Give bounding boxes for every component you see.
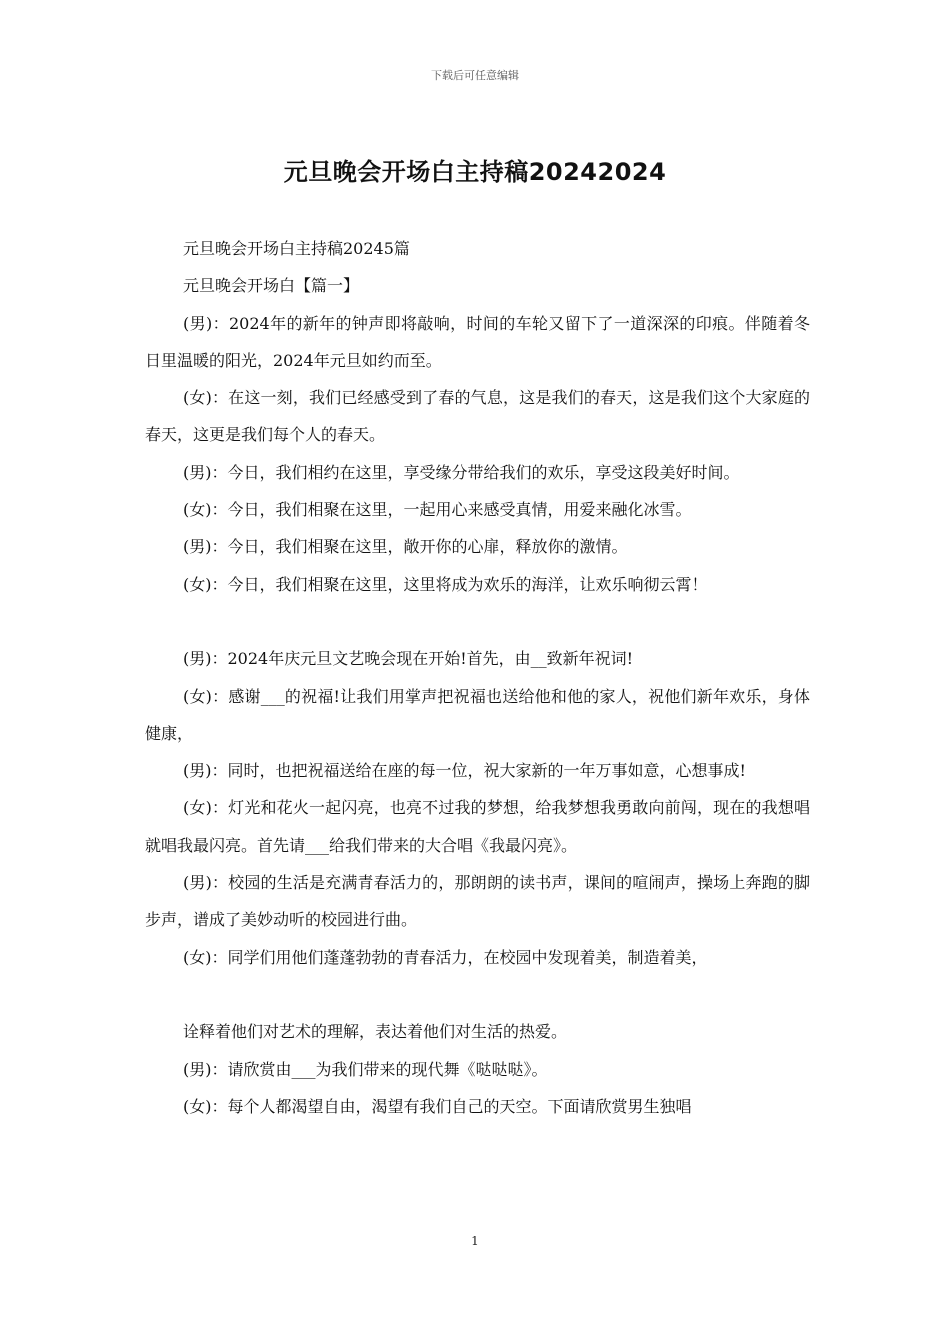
paragraph: 诠释着他们对艺术的理解，表达着他们对生活的热爱。 bbox=[183, 1022, 568, 1042]
paragraph-gap bbox=[145, 603, 810, 640]
paragraph: (女)：在这一刻，我们已经感受到了春的气息，这是我们的春天，这是我们这个大家庭的春天，这更是我们每个人的春天。 bbox=[145, 388, 810, 445]
document-title: 元旦晚会开场白主持稿20242024 bbox=[283, 158, 667, 186]
paragraph: (男)：请欣赏由___为我们带来的现代舞《哒哒哒》。 bbox=[183, 1059, 548, 1079]
paragraph: (男)：2024年庆元旦文艺晚会现在开始!首先，由__致新年祝词! bbox=[183, 649, 634, 669]
paragraph-gap bbox=[145, 976, 810, 1013]
paragraph: (女)：同学们用他们蓬蓬勃勃的青春活力，在校园中发现着美，制造着美， bbox=[183, 947, 708, 967]
paragraph: (男)：校园的生活是充满青春活力的，那朗朗的读书声，课间的喧闹声，操场上奔跑的脚步声，谱成了美妙动听的校园进行曲。 bbox=[145, 873, 810, 930]
document-body bbox=[145, 230, 810, 1125]
paragraph: (男)：同时，也把祝福送给在座的每一位，祝大家新的一年万事如意，心想事成! bbox=[183, 761, 746, 781]
header-note: 下载后可任意编辑 bbox=[431, 69, 519, 82]
paragraph: (女)：今日，我们相聚在这里，这里将成为欢乐的海洋，让欢乐响彻云霄！ bbox=[183, 574, 708, 594]
paragraph: (女)：每个人都渴望自由，渴望有我们自己的天空。下面请欣赏男生独唱 bbox=[183, 1096, 692, 1116]
paragraph: (女)：感谢___的祝福!让我们用掌声把祝福也送给他和他的家人，祝他们新年欢乐，身体健康， bbox=[145, 686, 810, 743]
paragraph: (女)：灯光和花火一起闪亮，也亮不过我的梦想，给我梦想我勇敢向前闯，现在的我想唱就唱我最闪亮。首先请___给我们带来的大合唱《我最闪亮》。 bbox=[145, 798, 810, 855]
paragraph: 元旦晚会开场白主持稿20245篇 bbox=[183, 239, 410, 258]
paragraph: (男)：2024年的新年的钟声即将敲响，时间的车轮又留下了一道深深的印痕。伴随着冬日里温暖的阳光，2024年元旦如约而至。 bbox=[145, 313, 810, 370]
paragraph: (女)：今日，我们相聚在这里，一起用心来感受真情，用爱来融化冰雪。 bbox=[183, 500, 692, 520]
paragraph: (男)：今日，我们相聚在这里，敞开你的心扉，释放你的激情。 bbox=[183, 537, 628, 557]
paragraph: 元旦晚会开场白【篇一】 bbox=[183, 276, 360, 296]
page-number: 1 bbox=[471, 1234, 479, 1248]
paragraph: (男)：今日，我们相约在这里，享受缘分带给我们的欢乐，享受这段美好时间。 bbox=[183, 462, 740, 482]
